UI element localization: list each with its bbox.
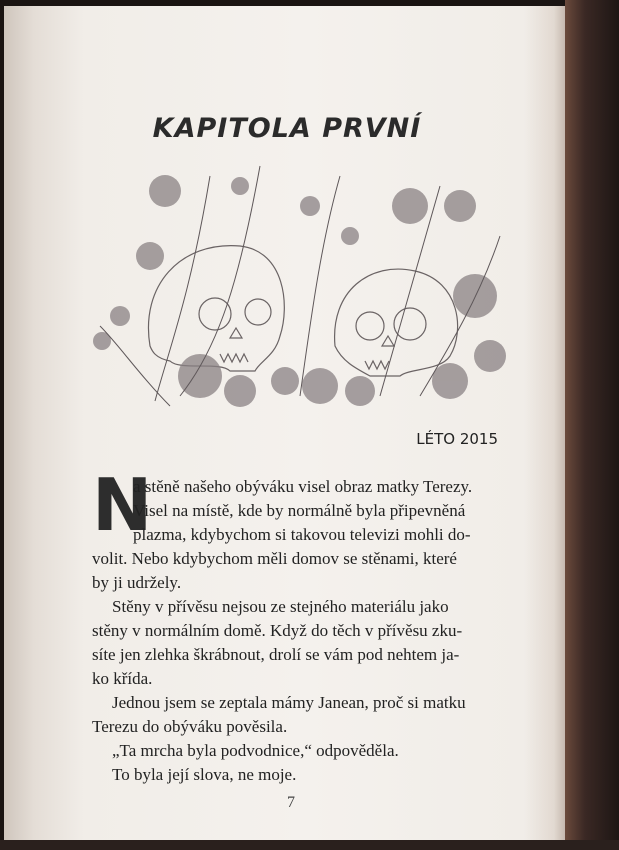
text-line: volit. Nebo kdybychom měli domov se stěnami, které <box>92 549 457 568</box>
book-page <box>4 6 570 844</box>
text-line: ko křída. <box>92 669 153 688</box>
text-line: Terezu do obýváku pověsila. <box>92 717 288 736</box>
page-bottom-edge <box>0 840 619 850</box>
drop-cap: N <box>92 463 153 547</box>
text-line: síte jen zlehka škrábnout, drolí se vám pod nehtem ja- <box>92 645 460 664</box>
text-line: a stěně našeho obýváku visel obraz matky Terezy. <box>133 477 473 496</box>
text-line: by ji udržely. <box>92 573 182 592</box>
chapter-heading: KAPITOLA PRVNÍ <box>152 113 422 144</box>
text-line: „Ta mrcha byla podvodnice,“ odpověděla. <box>112 741 399 760</box>
page-number: 7 <box>287 794 295 811</box>
text-line: Jednou jsem se zeptala mámy Janean, proč si matku <box>112 693 466 712</box>
book-spine-edge <box>565 0 619 850</box>
text-line: Stěny v přívěsu nejsou ze stejného materiálu jako <box>112 597 449 616</box>
text-line: plazma, kdybychom si takovou televizi mohli do- <box>133 525 471 544</box>
text-line: stěny v normálním domě. Když do těch v přívěsu zku- <box>92 621 463 640</box>
text-line: To byla její slova, ne moje. <box>112 765 297 784</box>
skulls-and-flowers-illustration <box>80 146 520 421</box>
section-date: LÉTO 2015 <box>416 430 498 448</box>
text-line: Visel na místě, kde by normálně byla připevněná <box>133 501 466 520</box>
